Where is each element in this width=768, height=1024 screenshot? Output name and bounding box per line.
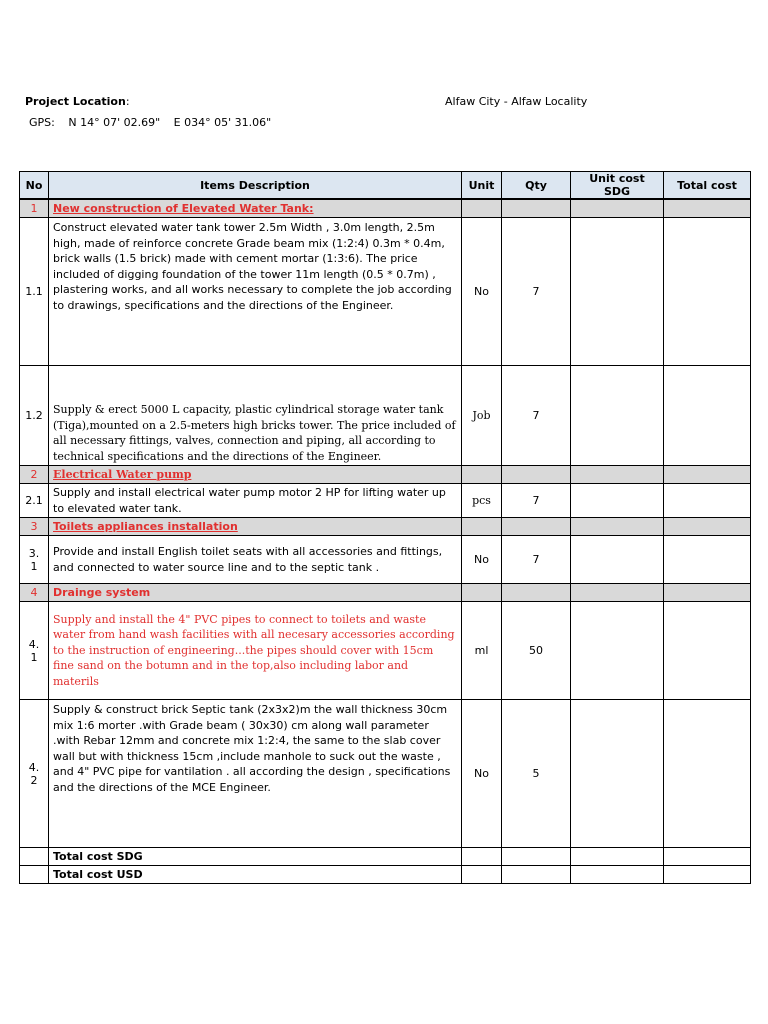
- table-row: [20, 602, 751, 700]
- item-description: Supply & construct brick Septic tank (2x3x2)m the wall thickness 30cm mix 1:6 morter .with Grade beam ( 30x30) cm along wall parameter .with Rebar 12mm and concrete mix 1:2:4, the same to the slab cover wall but with thickness 15cm ,include manhole to suck out the waste , and 4" PVC pipe for vantilation . all according the design , specifications and the directions of the MCE Engineer.: [49, 700, 462, 848]
- total-sdg-label: Total cost SDG: [49, 848, 462, 866]
- col-header-description: Items Description: [49, 172, 462, 200]
- col-header-unit: Unit: [462, 172, 502, 200]
- section-row: [20, 466, 751, 484]
- table-row: [20, 536, 751, 584]
- item-number: 4. 2: [20, 700, 49, 848]
- item-description: Supply and install the 4" PVC pipes to connect to toilets and waste water from hand wash facilities with all necesary accessories according to the instruction of engineering...the pipes should cover with 15cm fine sand on the botumn and in the top,also including labor and materils: [49, 602, 462, 700]
- table-row: [20, 218, 751, 366]
- item-unit: pcs: [462, 484, 502, 518]
- item-description: Provide and install English toilet seats with all accessories and fittings, and connected to water source line and to the septic tank .: [49, 536, 462, 584]
- section-title: Electrical Water pump: [49, 466, 462, 484]
- item-unit-cost: [571, 218, 664, 366]
- project-location-value: Alfaw City - Alfaw Locality: [445, 95, 588, 108]
- item-number: 1.1: [20, 218, 49, 366]
- section-number: 4: [20, 584, 49, 602]
- item-unit-cost: [571, 700, 664, 848]
- gps-label: GPS:: [29, 116, 55, 129]
- item-unit: ml: [462, 602, 502, 700]
- section-number: 1: [20, 199, 49, 218]
- table-row: [20, 700, 751, 848]
- bill-of-quantities-table: [19, 171, 751, 884]
- item-total-cost: [664, 602, 751, 700]
- table-row: [20, 366, 751, 466]
- item-description: Construct elevated water tank tower 2.5m Width , 3.0m length, 2.5m high, made of reinforce concrete Grade beam mix (1:2:4) 0.3m * 0.4m, brick walls (1.5 brick) made with cement mortar (1:3:6). The price included of digging foundation of the tower 11m length (0.5 * 0.7m) , plastering works, and all works necessary to complete the job according to drawings, specifications and the directions of the Engineer.: [49, 218, 462, 366]
- gps-coordinates: [29, 116, 281, 129]
- col-header-qty: Qty: [502, 172, 571, 200]
- item-description: Supply & erect 5000 L capacity, plastic cylindrical storage water tank (Tiga),mounted on a 2.5-meters high bricks tower. The price included of all necessary fittings, valves, connection and piping, all according to technical specifications and the directions of the Engineer.: [49, 366, 462, 466]
- total-usd-label: Total cost USD: [49, 866, 462, 884]
- item-qty: 7: [502, 536, 571, 584]
- item-number: 2.1: [20, 484, 49, 518]
- total-sdg-row: [20, 848, 751, 866]
- item-total-cost: [664, 366, 751, 466]
- total-sdg-value: [664, 848, 751, 866]
- section-title: Toilets appliances installation: [49, 518, 462, 536]
- item-unit-cost: [571, 366, 664, 466]
- item-unit: No: [462, 700, 502, 848]
- section-number: 2: [20, 466, 49, 484]
- item-unit: No: [462, 536, 502, 584]
- item-number: 3. 1: [20, 536, 49, 584]
- table-header-row: [20, 172, 751, 200]
- gps-north: N 14° 07' 02.69": [68, 116, 161, 129]
- item-total-cost: [664, 536, 751, 584]
- section-title: New construction of Elevated Water Tank:: [49, 199, 462, 218]
- total-usd-value: [664, 866, 751, 884]
- item-total-cost: [664, 484, 751, 518]
- section-row: [20, 518, 751, 536]
- section-number: 3: [20, 518, 49, 536]
- gps-east: E 034° 05' 31.06": [173, 116, 272, 129]
- item-unit-cost: [571, 602, 664, 700]
- item-unit-cost: [571, 484, 664, 518]
- item-number: 4. 1: [20, 602, 49, 700]
- item-qty: 7: [502, 218, 571, 366]
- col-header-unit-cost: Unit cost SDG: [571, 172, 664, 200]
- item-unit: No: [462, 218, 502, 366]
- section-row: [20, 199, 751, 218]
- section-title: Drainge system: [49, 584, 462, 602]
- item-qty: 7: [502, 484, 571, 518]
- table-row: [20, 484, 751, 518]
- item-total-cost: [664, 218, 751, 366]
- item-qty: 50: [502, 602, 571, 700]
- project-location-label: Project Location:: [25, 95, 130, 108]
- col-header-total-cost: Total cost: [664, 172, 751, 200]
- item-qty: 5: [502, 700, 571, 848]
- item-unit-cost: [571, 536, 664, 584]
- section-row: [20, 584, 751, 602]
- item-number: 1.2: [20, 366, 49, 466]
- item-total-cost: [664, 700, 751, 848]
- total-usd-row: [20, 866, 751, 884]
- item-qty: 7: [502, 366, 571, 466]
- item-description: Supply and install electrical water pump motor 2 HP for lifting water up to elevated water tank.: [49, 484, 462, 518]
- col-header-no: No: [20, 172, 49, 200]
- item-unit: Job: [462, 366, 502, 466]
